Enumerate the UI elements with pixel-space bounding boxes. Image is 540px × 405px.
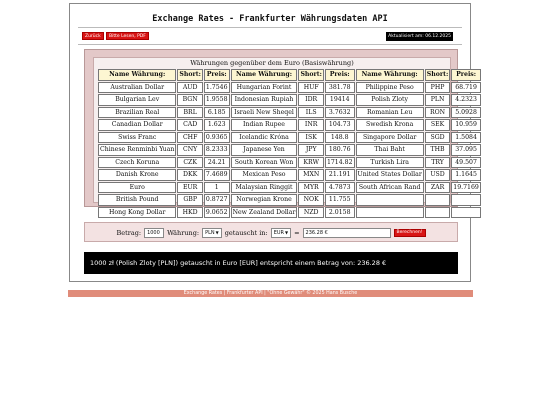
table-cell: Danish Krone	[98, 169, 176, 181]
table-cell	[425, 194, 451, 206]
table-cell: Polish Zloty	[356, 94, 424, 106]
table-cell: AUD	[177, 82, 203, 94]
col-header: Name Währung:	[231, 69, 298, 81]
table-cell: ILS	[298, 107, 324, 119]
table-cell: IDR	[298, 94, 324, 106]
table-cell: 4.2323	[451, 94, 481, 106]
table-cell: 4.7873	[325, 182, 355, 194]
table-cell: 6.185	[204, 107, 230, 119]
col-header: Preis:	[325, 69, 355, 81]
table-cell: 1.1645	[451, 169, 481, 181]
table-row	[98, 157, 481, 169]
col-header: Name Währung:	[98, 69, 176, 81]
result-field[interactable]: 236.28 €	[303, 228, 391, 238]
table-row	[98, 182, 481, 194]
table-cell: South African Rand	[356, 182, 424, 194]
table-cell: Hong Kong Dollar	[98, 207, 176, 219]
table-cell: BRL	[177, 107, 203, 119]
table-cell: 180.76	[325, 144, 355, 156]
table-cell: MXN	[298, 169, 324, 181]
table-cell: INR	[298, 119, 324, 131]
table-cell: Chinese Renminbi Yuan	[98, 144, 176, 156]
table-cell: CHF	[177, 132, 203, 144]
table-cell: NOK	[298, 194, 324, 206]
table-cell: 1714.82	[325, 157, 355, 169]
table-row	[98, 194, 481, 206]
table-cell: 37.095	[451, 144, 481, 156]
table-cell: 19414	[325, 94, 355, 106]
chevron-down-icon: ▼	[284, 230, 289, 235]
table-cell: Philippine Peso	[356, 82, 424, 94]
table-cell: Japanese Yen	[231, 144, 298, 156]
target-select-value: EUR	[273, 230, 284, 236]
table-cell: PHP	[425, 82, 451, 94]
table-cell: RON	[425, 107, 451, 119]
table-cell: United States Dollar	[356, 169, 424, 181]
col-header: Preis:	[451, 69, 481, 81]
table-cell: 21.191	[325, 169, 355, 181]
table-cell: 2.0158	[325, 207, 355, 219]
table-cell: Indonesian Rupiah	[231, 94, 298, 106]
col-header: Short:	[298, 69, 324, 81]
currency-select[interactable]	[202, 228, 222, 238]
col-header: Name Währung:	[356, 69, 424, 81]
table-cell	[451, 194, 481, 206]
table-cell: Swiss Franc	[98, 132, 176, 144]
table-cell: Indian Rupee	[231, 119, 298, 131]
table-cell	[425, 207, 451, 219]
amount-label: Betrag:	[116, 229, 142, 237]
table-cell	[356, 207, 424, 219]
table-cell: Swedish Krona	[356, 119, 424, 131]
table-cell: Turkish Lira	[356, 157, 424, 169]
app-frame	[69, 3, 479, 282]
updated-badge: Aktualisiert am: 06.12.2025	[388, 34, 451, 39]
target-currency-select[interactable]	[271, 228, 291, 238]
table-cell: 1.9558	[204, 94, 230, 106]
result-banner: 1000 zł (Polish Zloty [PLN]) getauscht in Euro [EUR] entspricht einem Betrag von: 236.28 €	[84, 252, 458, 274]
rates-panel	[84, 49, 479, 216]
rates-table	[97, 68, 482, 219]
table-cell: 0.8727	[204, 194, 230, 206]
converter-form	[85, 227, 457, 239]
table-cell: SGD	[425, 132, 451, 144]
table-row	[98, 144, 481, 156]
chevron-down-icon: ▼	[215, 230, 219, 235]
table-cell: PLN	[425, 94, 451, 106]
table-cell: Romanian Leu	[356, 107, 424, 119]
table-cell	[356, 194, 424, 206]
table-cell: KRW	[298, 157, 324, 169]
table-cell: Malaysian Ringgit	[231, 182, 298, 194]
page-title: Exchange Rates - Frankfurter Währungsdaten API	[152, 14, 388, 24]
table-row	[98, 132, 481, 144]
table-cell: ISK	[298, 132, 324, 144]
table-cell: 104.73	[325, 119, 355, 131]
table-cell: Israeli New Sheqel	[231, 107, 298, 119]
table-cell: TRY	[425, 157, 451, 169]
table-cell: USD	[425, 169, 451, 181]
equals-sign: =	[294, 229, 300, 237]
table-cell: 1.7546	[204, 82, 230, 94]
table-cell: HKD	[177, 207, 203, 219]
table-cell: 381.78	[325, 82, 355, 94]
table-cell: THB	[425, 144, 451, 156]
table-cell: BGN	[177, 94, 203, 106]
currency-label: Währung:	[167, 229, 200, 237]
table-row	[98, 107, 481, 119]
table-cell: 24.21	[204, 157, 230, 169]
table-cell: Mexican Peso	[231, 169, 298, 181]
table-cell: 1.5084	[451, 132, 481, 144]
table-cell: Australian Dollar	[98, 82, 176, 94]
divider	[78, 44, 462, 45]
table-cell: 5.0928	[451, 107, 481, 119]
amount-input[interactable]: 1000	[144, 228, 164, 238]
table-cell: Czech Koruna	[98, 157, 176, 169]
table-cell: JPY	[298, 144, 324, 156]
table-cell: Thai Baht	[356, 144, 424, 156]
table-cell: CZK	[177, 157, 203, 169]
table-row	[98, 207, 481, 219]
table-cell: 1	[204, 182, 230, 194]
table-cell: 0.9365	[204, 132, 230, 144]
table-row	[98, 82, 481, 94]
rates-caption: Währungen gegenüber dem Euro (Basiswährung)	[190, 59, 354, 67]
table-row	[98, 169, 481, 181]
table-cell: 7.4689	[204, 169, 230, 181]
table-cell: New Zealand Dollar	[231, 207, 298, 219]
table-cell: GBP	[177, 194, 203, 206]
table-cell: 1.623	[204, 119, 230, 131]
table-cell: HUF	[298, 82, 324, 94]
table-cell: CNY	[177, 144, 203, 156]
table-cell: 8.2333	[204, 144, 230, 156]
table-cell: NZD	[298, 207, 324, 219]
col-header: Short:	[425, 69, 451, 81]
col-header: Preis:	[204, 69, 230, 81]
table-cell: 19.7169	[451, 182, 481, 194]
table-cell: 9.0652	[204, 207, 230, 219]
table-cell: ZAR	[425, 182, 451, 194]
table-header-row	[98, 69, 481, 81]
table-cell: 148.8	[325, 132, 355, 144]
table-cell: Icelandic Króna	[231, 132, 298, 144]
table-cell: 11.755	[325, 194, 355, 206]
table-cell: EUR	[177, 182, 203, 194]
table-cell: Hungarian Forint	[231, 82, 298, 94]
table-cell: Euro	[98, 182, 176, 194]
col-header: Short:	[177, 69, 203, 81]
table-cell: 10.959	[451, 119, 481, 131]
table-row	[98, 94, 481, 106]
table-cell	[451, 207, 481, 219]
divider	[78, 27, 462, 28]
table-cell: CAD	[177, 119, 203, 131]
table-cell: Canadian Dollar	[98, 119, 176, 131]
currency-select-value: PLN	[205, 230, 215, 236]
read-pdf-button[interactable]: Bitte Lesen, PDF	[106, 32, 149, 40]
converter-panel	[84, 222, 458, 242]
table-cell: 68.719	[451, 82, 481, 94]
table-cell: South Korean Won	[231, 157, 298, 169]
table-cell: Brazilian Real	[98, 107, 176, 119]
table-row	[98, 119, 481, 131]
table-cell: Norwegian Krone	[231, 194, 298, 206]
table-cell: MYR	[298, 182, 324, 194]
table-cell: 3.7632	[325, 107, 355, 119]
table-cell: DKK	[177, 169, 203, 181]
table-cell: SEK	[425, 119, 451, 131]
footer: Exchange Rates | Frankfurter API | "Ohne Gewähr" © 2025 Hans Busche	[68, 290, 473, 297]
calculate-button[interactable]: Berechnen!	[394, 229, 426, 237]
table-cell: 49.507	[451, 157, 481, 169]
table-cell: Bulgarian Lev	[98, 94, 176, 106]
table-cell: Singapore Dollar	[356, 132, 424, 144]
table-cell: British Pound	[98, 194, 176, 206]
back-button[interactable]: Zurück	[82, 32, 104, 40]
target-label: getauscht in:	[224, 229, 268, 237]
rates-inner	[93, 57, 479, 216]
